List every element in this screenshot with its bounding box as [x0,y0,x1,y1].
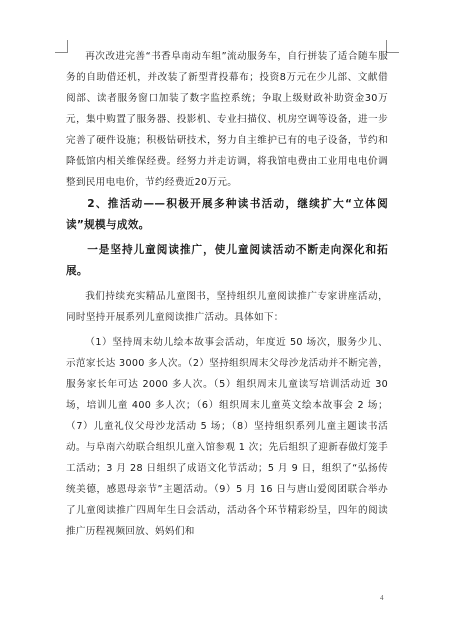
subheading-children-reading: 一是坚持儿童阅读推广，使儿童阅读活动不断走向深化和拓展。 [66,244,388,277]
page-number: 4 [380,594,384,602]
paragraph-intro-activities: 我们持续充实精品儿童图书，坚持组织儿童阅读推广专家讲座活动，同时坚持开展系列儿童阅读推广活动。具体如下： [66,291,388,323]
section-heading-reading-activities: 2、推活动——积极开展多种读书活动，继续扩大“立体阅读”规模与成效。 [66,198,388,231]
document-body [66,46,388,542]
paragraph-activity-list: （1）坚持周末幼儿绘本故事会活动，年度近 50 场次，服务少儿、示范家长达 3000 多人次。（2）坚持组织周末父母沙龙活动并不断完善，服务家长年可达 2000 多人次。（5）组织周末儿童读写培训活动近 30 场，培训儿童 400 多人次；（6）组织周末儿童英文绘本故事会 2 场；（7）儿童礼仪父母沙龙活动 5 场；（8）坚持组织系列儿童主题读书活动。与阜南六幼联合组织儿童入馆参观 1 次；先后组织了迎新春做灯笼手工活动；3 月 28 日组织了成语文化节活动；5 月 9 日，组织了“弘扬传统美德，感恩母亲节”主题活动。（9）5 月 16 日与唐山爱阅团联合举办了儿童阅读推广四周年生日会活动，活动各个环节精彩纷呈，四年的阅读推广历程视频回放、妈妈们和 [66,337,388,537]
paragraph-equipment-upgrade: 再次改进完善“书香阜南动车组”流动服务车，自行拼装了适合随车服务的自助借还机，并改装了新型背投幕布；投资8万元在少儿部、文献借阅部、读者服务窗口加装了数字监控系统；争取上级财政补助资金30万元，集中购置了服务器、投影机、专业扫描仪、机房空调等设备，进一步完善了硬件设施；积极钻研技术，努力自主维护已有的电子设备，节约和降低馆内相关维保经费。经努力并走访调，将我馆电费由工业用电电价调整到民用电电价，节约经费近20万元。 [66,51,388,188]
